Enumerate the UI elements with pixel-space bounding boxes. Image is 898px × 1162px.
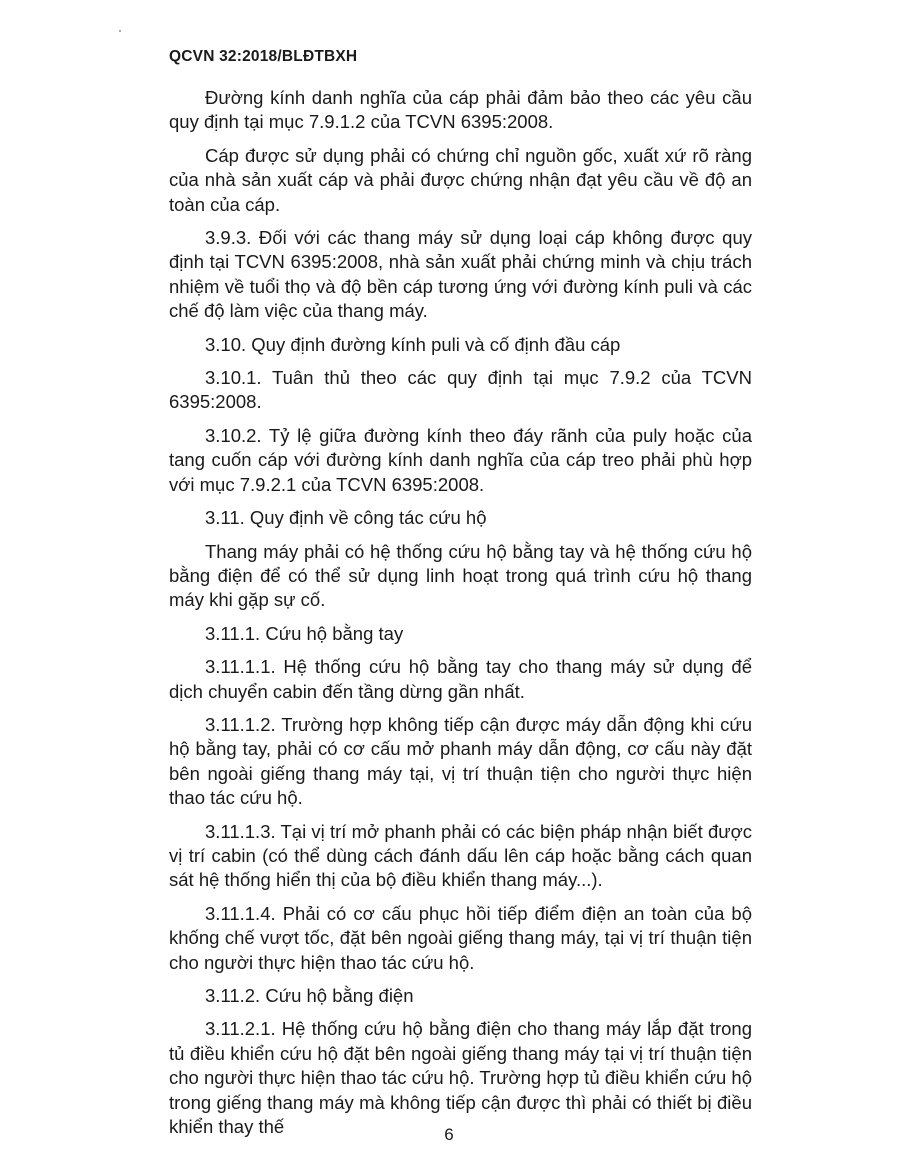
- paragraph-3-11-1-3: 3.11.1.3. Tại vị trí mở phanh phải có các biện pháp nhận biết được vị trí cabin (có thể dùng cách đánh dấu lên cáp hoặc bằng cách quan sát hệ thống hiển thị của bộ điều khiển thang máy...).: [169, 820, 752, 891]
- section-heading-3-10: 3.10. Quy định đường kính puli và cố định đầu cáp: [205, 333, 621, 355]
- paragraph-3-10-1: 3.10.1. Tuân thủ theo các quy định tại mục 7.9.2 của TCVN 6395:2008.: [169, 367, 752, 413]
- paragraph-3-11-1-4: 3.11.1.4. Phải có cơ cấu phục hồi tiếp điểm điện an toàn của bộ khống chế vượt tốc, đặt bên ngoài giếng thang máy, tại vị trí thuận tiện cho người thực hiện thao tác cứu hộ.: [169, 902, 752, 973]
- section-heading-3-11: 3.11. Quy định về công tác cứu hộ: [205, 507, 487, 529]
- paragraph-rescue-systems: Thang máy phải có hệ thống cứu hộ bằng tay và hệ thống cứu hộ bằng điện để có thể sử dụng linh hoạt trong quá trình cứu hộ thang máy khi gặp sự cố.: [169, 540, 752, 611]
- document-code-header: QCVN 32:2018/BLĐTBXH: [169, 48, 358, 65]
- paragraph-3-9-3: 3.9.3. Đối với các thang máy sử dụng loại cáp không được quy định tại TCVN 6395:2008, nhà sản xuất phải chứng minh và chịu trách nhiệm về tuổi thọ và độ bền cáp tương ứng với đường kính puli và các chế độ làm việc của thang máy.: [169, 227, 752, 322]
- paragraph-3-11-2-1: 3.11.2.1. Hệ thống cứu hộ bằng điện cho thang máy lắp đặt trong tủ điều khiển cứu hộ đặt bên ngoài giếng thang máy tại vị trí thuận tiện cho người thực hiện thao tác cứu hộ. Trường hợp tủ điều khiển cứu hộ trong giếng thang máy mà không tiếp cận được thì phải có thiết bị điều khiển thay thế: [169, 1018, 752, 1138]
- paragraph-cable-certificate: Cáp được sử dụng phải có chứng chỉ nguồn gốc, xuất xứ rõ ràng của nhà sản xuất cáp và phải được chứng nhận đạt yêu cầu về độ an toàn của cáp.: [169, 144, 752, 215]
- paragraph-3-10-2: 3.10.2. Tỷ lệ giữa đường kính theo đáy rãnh của puly hoặc của tang cuốn cáp với đường kính danh nghĩa của cáp treo phải phù hợp với mục 7.9.2.1 của TCVN 6395:2008.: [169, 424, 752, 495]
- scan-speck: [119, 30, 121, 32]
- paragraph-3-11-1-2: 3.11.1.2. Trường hợp không tiếp cận được máy dẫn động khi cứu hộ bằng tay, phải có cơ cấu mở phanh máy dẫn động, cơ cấu này đặt bên ngoài giếng thang máy tại, vị trí thuận tiện cho người thực hiện thao tác cứu hộ.: [169, 713, 752, 809]
- section-heading-3-11-2: 3.11.2. Cứu hộ bằng điện: [205, 985, 414, 1006]
- paragraph-3-11-1-1: 3.11.1.1. Hệ thống cứu hộ bằng tay cho thang máy sử dụng để dịch chuyển cabin đến tầng dừng gần nhất.: [169, 656, 752, 702]
- page-number: 6: [444, 1125, 454, 1144]
- section-heading-3-11-1: 3.11.1. Cứu hộ bằng tay: [205, 622, 404, 644]
- paragraph-cable-diameter: Đường kính danh nghĩa của cáp phải đảm bảo theo các yêu cầu quy định tại mục 7.9.1.2 của TCVN 6395:2008.: [169, 87, 752, 133]
- document-body: [169, 86, 752, 1148]
